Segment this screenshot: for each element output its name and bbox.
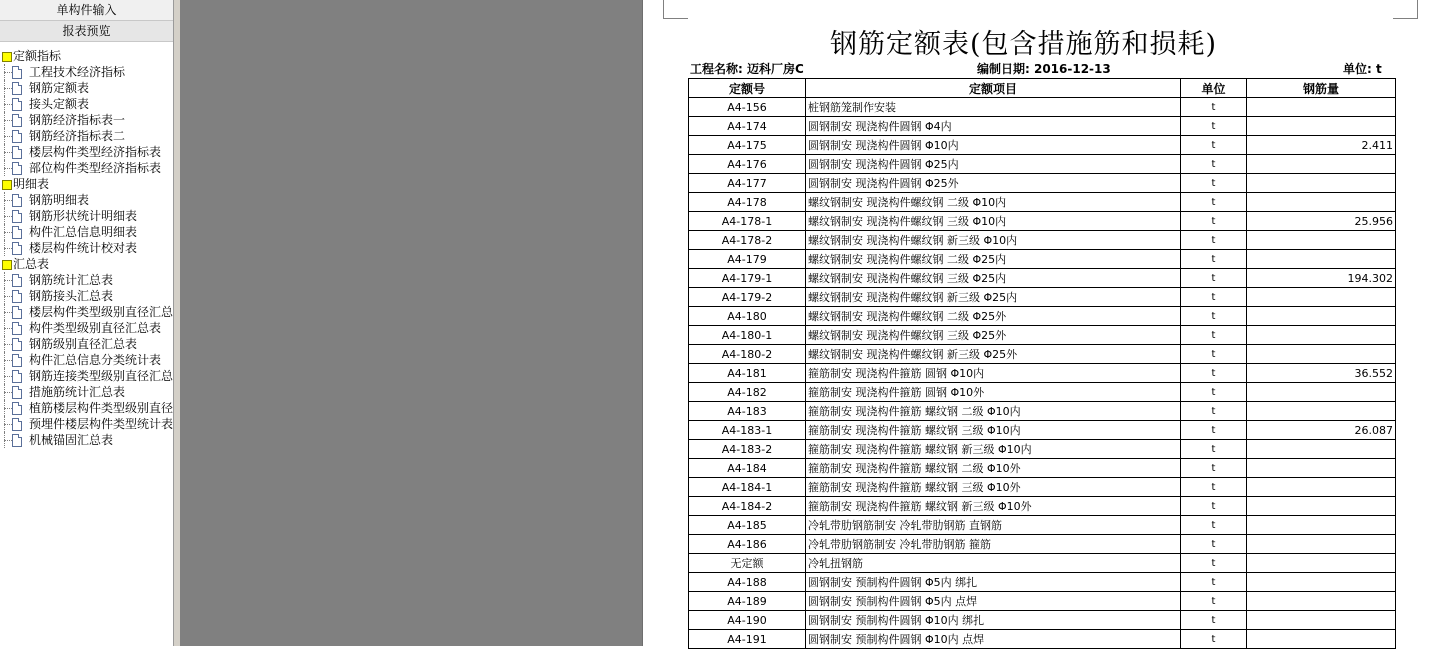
quota-item-cell: 圆钢制安 预制构件圆钢 Φ10内 点焊 [806, 630, 1181, 649]
tree-connector [4, 88, 12, 89]
unit-cell: t [1181, 421, 1247, 440]
table-row [689, 345, 1396, 364]
compile-date: 编制日期: 2016-12-13 [977, 62, 1111, 76]
rebar-amount-cell: 194.302 [1247, 269, 1396, 288]
quota-item-cell: 箍筋制安 现浇构件箍筋 螺纹钢 三级 Φ10外 [806, 478, 1181, 497]
quota-no-cell: A4-174 [689, 117, 806, 136]
tree-item[interactable] [0, 208, 173, 224]
rebar-amount-cell [1247, 611, 1396, 630]
quota-no-cell: A4-182 [689, 383, 806, 402]
quota-item-cell: 螺纹钢制安 现浇构件螺纹钢 三级 Φ25内 [806, 269, 1181, 288]
document-icon [12, 146, 22, 159]
document-icon [12, 290, 22, 303]
document-icon [12, 306, 22, 319]
tree-connector [4, 64, 5, 80]
tree-connector [4, 272, 5, 288]
table-row [689, 364, 1396, 383]
quota-no-cell: A4-186 [689, 535, 806, 554]
quota-no-cell: A4-184 [689, 459, 806, 478]
quota-item-cell: 圆钢制安 现浇构件圆钢 Φ4内 [806, 117, 1181, 136]
tree-folder[interactable] [0, 256, 173, 272]
quota-item-cell: 箍筋制安 现浇构件箍筋 圆钢 Φ10内 [806, 364, 1181, 383]
document-icon [12, 242, 22, 255]
table-row [689, 478, 1396, 497]
tree-item[interactable] [0, 432, 173, 448]
unit-cell: t [1181, 98, 1247, 117]
document-icon [12, 418, 22, 431]
document-icon [12, 354, 22, 367]
report-preview-button[interactable]: 报表预览 [0, 21, 173, 42]
quota-item-cell: 圆钢制安 现浇构件圆钢 Φ25内 [806, 155, 1181, 174]
unit-cell: t [1181, 630, 1247, 649]
tree-connector [4, 216, 12, 217]
tree-item-label: 汇总表 [13, 257, 50, 271]
rebar-amount-cell [1247, 117, 1396, 136]
quota-item-cell: 圆钢制安 预制构件圆钢 Φ5内 点焊 [806, 592, 1181, 611]
quota-no-cell: A4-190 [689, 611, 806, 630]
table-row [689, 174, 1396, 193]
tree-item-label: 钢筋定额表 [29, 81, 90, 95]
tree-item[interactable] [0, 304, 173, 320]
table-row [689, 231, 1396, 250]
document-icon [12, 210, 22, 223]
rebar-amount-cell [1247, 174, 1396, 193]
tree-item-label: 植筋楼层构件类型级别直径 [29, 401, 173, 415]
tree-connector [4, 416, 5, 432]
rebar-amount-cell [1247, 288, 1396, 307]
quota-item-cell: 螺纹钢制安 现浇构件螺纹钢 新三级 Φ25内 [806, 288, 1181, 307]
table-row [689, 269, 1396, 288]
tree-item[interactable] [0, 320, 173, 336]
tree-connector [4, 136, 12, 137]
report-title: 钢筋定额表(包含措施筋和损耗) [830, 29, 1218, 60]
table-row [689, 136, 1396, 155]
quota-no-cell: A4-184-2 [689, 497, 806, 516]
report-tree [0, 48, 173, 448]
tree-connector [4, 376, 12, 377]
tree-item[interactable] [0, 96, 173, 112]
tree-connector [4, 336, 5, 352]
quota-item-cell: 螺纹钢制安 现浇构件螺纹钢 三级 Φ10内 [806, 212, 1181, 231]
tree-item-label: 钢筋统计汇总表 [29, 273, 114, 287]
tree-item-label: 钢筋经济指标表二 [29, 129, 126, 143]
document-icon [12, 162, 22, 175]
table-row [689, 516, 1396, 535]
table-row [689, 307, 1396, 326]
tree-item-label: 构件类型级别直径汇总表 [29, 321, 162, 335]
unit-cell: t [1181, 554, 1247, 573]
tree-item-label: 钢筋连接类型级别直径汇总 [29, 369, 173, 383]
rebar-amount-cell [1247, 440, 1396, 459]
tree-connector [4, 152, 12, 153]
table-row [689, 117, 1396, 136]
unit-cell: t [1181, 535, 1247, 554]
document-icon [12, 274, 22, 287]
rebar-amount-cell [1247, 402, 1396, 421]
unit-cell: t [1181, 250, 1247, 269]
unit-cell: t [1181, 573, 1247, 592]
tree-item-label: 钢筋经济指标表一 [29, 113, 126, 127]
tree-item-label: 钢筋形状统计明细表 [29, 209, 138, 223]
rebar-amount-cell: 25.956 [1247, 212, 1396, 231]
tree-connector [4, 112, 5, 128]
table-row [689, 440, 1396, 459]
table-row [689, 459, 1396, 478]
table-row [689, 402, 1396, 421]
tree-connector [4, 80, 5, 96]
tree-connector [4, 304, 5, 320]
quota-item-cell: 螺纹钢制安 现浇构件螺纹钢 三级 Φ25外 [806, 326, 1181, 345]
quota-no-cell: A4-180-1 [689, 326, 806, 345]
unit-cell: t [1181, 364, 1247, 383]
tree-item[interactable] [0, 80, 173, 96]
unit-cell: t [1181, 136, 1247, 155]
table-row [689, 288, 1396, 307]
tree-connector [4, 344, 12, 345]
tree-item-label: 钢筋级别直径汇总表 [29, 337, 138, 351]
tree-item-label: 措施筋统计汇总表 [29, 385, 126, 399]
quota-no-cell: A4-156 [689, 98, 806, 117]
quota-item-cell: 螺纹钢制安 现浇构件螺纹钢 新三级 Φ10内 [806, 231, 1181, 250]
quota-item-cell: 箍筋制安 现浇构件箍筋 螺纹钢 二级 Φ10内 [806, 402, 1181, 421]
document-icon [12, 82, 22, 95]
tree-connector [4, 368, 5, 384]
quota-no-cell: A4-179-1 [689, 269, 806, 288]
quota-no-cell: A4-180-2 [689, 345, 806, 364]
quota-no-cell: A4-178-2 [689, 231, 806, 250]
quota-no-cell: A4-177 [689, 174, 806, 193]
quota-item-cell: 箍筋制安 现浇构件箍筋 螺纹钢 二级 Φ10外 [806, 459, 1181, 478]
tree-connector [4, 288, 5, 304]
tree-connector [4, 104, 12, 105]
quota-item-cell: 螺纹钢制安 现浇构件螺纹钢 新三级 Φ25外 [806, 345, 1181, 364]
tree-connector [4, 280, 12, 281]
tree-connector [4, 240, 5, 256]
rebar-amount-cell: 36.552 [1247, 364, 1396, 383]
unit-cell: t [1181, 383, 1247, 402]
rebar-amount-cell [1247, 516, 1396, 535]
quota-no-cell: A4-191 [689, 630, 806, 649]
table-row [689, 193, 1396, 212]
rebar-amount-cell [1247, 250, 1396, 269]
table-row [689, 592, 1396, 611]
table-header-row [689, 79, 1396, 98]
tree-item-label: 预埋件楼层构件类型统计表 [29, 417, 173, 431]
tree-item-label: 工程技术经济指标 [29, 65, 126, 79]
tree-connector [4, 296, 12, 297]
quota-no-cell: A4-180 [689, 307, 806, 326]
table-row [689, 212, 1396, 231]
unit-cell: t [1181, 288, 1247, 307]
tree-item[interactable] [0, 368, 173, 384]
unit-cell: t [1181, 440, 1247, 459]
document-icon [12, 402, 22, 415]
table-row [689, 383, 1396, 402]
tree-connector [4, 360, 12, 361]
tree-item-label: 构件汇总信息分类统计表 [29, 353, 162, 367]
tree-connector [4, 408, 12, 409]
tree-item[interactable] [0, 224, 173, 240]
unit-cell: t [1181, 269, 1247, 288]
tree-folder[interactable] [0, 176, 173, 192]
quota-item-cell: 冷轧扭钢筋 [806, 554, 1181, 573]
table-row [689, 421, 1396, 440]
quota-item-cell: 螺纹钢制安 现浇构件螺纹钢 二级 Φ10内 [806, 193, 1181, 212]
quota-item-cell: 圆钢制安 现浇构件圆钢 Φ10内 [806, 136, 1181, 155]
quota-no-cell: A4-178 [689, 193, 806, 212]
unit-cell: t [1181, 497, 1247, 516]
unit-cell: t [1181, 478, 1247, 497]
tree-folder[interactable] [0, 48, 173, 64]
tree-item-label: 楼层构件统计校对表 [29, 241, 138, 255]
quota-item-cell: 箍筋制安 现浇构件箍筋 圆钢 Φ10外 [806, 383, 1181, 402]
quota-item-cell: 圆钢制安 预制构件圆钢 Φ10内 绑扎 [806, 611, 1181, 630]
rebar-amount-cell [1247, 326, 1396, 345]
tree-connector [4, 328, 12, 329]
quota-no-cell: 无定额 [689, 554, 806, 573]
table-row [689, 155, 1396, 174]
table-row [689, 554, 1396, 573]
unit-cell: t [1181, 231, 1247, 250]
tree-connector [4, 400, 5, 416]
document-icon [12, 370, 22, 383]
unit-cell: t [1181, 174, 1247, 193]
header-rebar-amount: 钢筋量 [1247, 79, 1396, 98]
unit-cell: t [1181, 516, 1247, 535]
document-icon [12, 194, 22, 207]
quota-item-cell: 桩钢筋笼制作安装 [806, 98, 1181, 117]
quota-no-cell: A4-189 [689, 592, 806, 611]
tree-connector [4, 320, 5, 336]
quota-no-cell: A4-188 [689, 573, 806, 592]
tree-connector [4, 232, 12, 233]
tree-connector [4, 144, 5, 160]
document-icon [12, 338, 22, 351]
tree-item[interactable] [0, 336, 173, 352]
quota-no-cell: A4-179-2 [689, 288, 806, 307]
rebar-amount-cell [1247, 155, 1396, 174]
rebar-amount-cell [1247, 478, 1396, 497]
quota-no-cell: A4-183-2 [689, 440, 806, 459]
tree-connector [4, 128, 5, 144]
tree-connector [4, 224, 5, 240]
unit-cell: t [1181, 611, 1247, 630]
unit-cell: t [1181, 117, 1247, 136]
document-icon [12, 114, 22, 127]
tree-item[interactable] [0, 416, 173, 432]
rebar-amount-cell [1247, 535, 1396, 554]
page-corner-mark-right [1393, 0, 1418, 19]
rebar-amount-cell [1247, 592, 1396, 611]
rebar-amount-cell [1247, 231, 1396, 250]
table-row [689, 535, 1396, 554]
tree-item-label: 楼层构件类型级别直径汇总 [29, 305, 173, 319]
rebar-amount-cell [1247, 497, 1396, 516]
quota-no-cell: A4-181 [689, 364, 806, 383]
tree-item-label: 钢筋明细表 [29, 193, 90, 207]
tree-item-label: 部位构件类型经济指标表 [29, 161, 162, 175]
tree-connector [4, 432, 5, 448]
tree-item-label: 定额指标 [13, 49, 62, 63]
report-unit: 单位: t [1343, 62, 1382, 76]
quota-item-cell: 冷轧带肋钢筋制安 冷轧带肋钢筋 直钢筋 [806, 516, 1181, 535]
document-icon [12, 66, 22, 79]
rebar-amount-cell [1247, 554, 1396, 573]
quota-item-cell: 圆钢制安 现浇构件圆钢 Φ25外 [806, 174, 1181, 193]
single-component-input-button[interactable]: 单构件输入 [0, 0, 173, 21]
tree-connector [4, 192, 5, 208]
tree-item[interactable] [0, 128, 173, 144]
table-row [689, 573, 1396, 592]
unit-cell: t [1181, 345, 1247, 364]
tree-item[interactable] [0, 400, 173, 416]
tree-connector [4, 440, 12, 441]
tree-item[interactable] [0, 192, 173, 208]
header-quota-item: 定额项目 [806, 79, 1181, 98]
tree-connector [4, 208, 5, 224]
project-name: 工程名称: 迈科厂房C [690, 62, 804, 76]
quota-item-cell: 冷轧带肋钢筋制安 冷轧带肋钢筋 箍筋 [806, 535, 1181, 554]
tree-item-label: 楼层构件类型经济指标表 [29, 145, 162, 159]
tree-connector [4, 168, 12, 169]
quota-no-cell: A4-179 [689, 250, 806, 269]
quota-item-cell: 箍筋制安 现浇构件箍筋 螺纹钢 新三级 Φ10内 [806, 440, 1181, 459]
document-icon [12, 386, 22, 399]
folder-icon [2, 180, 12, 190]
table-row [689, 326, 1396, 345]
quota-item-cell: 箍筋制安 现浇构件箍筋 螺纹钢 新三级 Φ10外 [806, 497, 1181, 516]
rebar-amount-cell [1247, 98, 1396, 117]
unit-cell: t [1181, 326, 1247, 345]
tree-item[interactable] [0, 384, 173, 400]
rebar-amount-cell [1247, 573, 1396, 592]
quota-no-cell: A4-175 [689, 136, 806, 155]
quota-no-cell: A4-183-1 [689, 421, 806, 440]
table-row [689, 98, 1396, 117]
tree-item-label: 接头定额表 [29, 97, 90, 111]
unit-cell: t [1181, 212, 1247, 231]
quota-item-cell: 螺纹钢制安 现浇构件螺纹钢 二级 Φ25内 [806, 250, 1181, 269]
document-icon [12, 434, 22, 447]
unit-cell: t [1181, 402, 1247, 421]
rebar-amount-cell [1247, 345, 1396, 364]
tree-connector [4, 200, 12, 201]
tree-connector [4, 120, 12, 121]
unit-cell: t [1181, 592, 1247, 611]
tree-connector [4, 72, 12, 73]
document-icon [12, 130, 22, 143]
tree-connector [4, 160, 5, 176]
tree-connector [4, 384, 5, 400]
tree-item[interactable] [0, 64, 173, 80]
unit-cell: t [1181, 193, 1247, 212]
folder-icon [2, 52, 12, 62]
tree-connector [4, 312, 12, 313]
document-icon [12, 98, 22, 111]
left-panel [0, 0, 174, 646]
tree-connector [4, 248, 12, 249]
table-row [689, 497, 1396, 516]
tree-connector [4, 96, 5, 112]
quota-item-cell: 箍筋制安 现浇构件箍筋 螺纹钢 三级 Φ10内 [806, 421, 1181, 440]
tree-item-label: 明细表 [13, 177, 50, 191]
rebar-amount-cell [1247, 193, 1396, 212]
unit-cell: t [1181, 459, 1247, 478]
table-row [689, 250, 1396, 269]
rebar-amount-cell [1247, 383, 1396, 402]
quota-table [688, 78, 1396, 649]
unit-cell: t [1181, 307, 1247, 326]
preview-background [180, 0, 642, 646]
tree-connector [4, 352, 5, 368]
unit-cell: t [1181, 155, 1247, 174]
tree-connector [4, 424, 12, 425]
tree-item[interactable] [0, 288, 173, 304]
document-icon [12, 226, 22, 239]
quota-no-cell: A4-176 [689, 155, 806, 174]
rebar-amount-cell: 26.087 [1247, 421, 1396, 440]
quota-no-cell: A4-184-1 [689, 478, 806, 497]
tree-item[interactable] [0, 352, 173, 368]
tree-item[interactable] [0, 144, 173, 160]
quota-no-cell: A4-178-1 [689, 212, 806, 231]
quota-no-cell: A4-185 [689, 516, 806, 535]
tree-item-label: 机械锚固汇总表 [29, 433, 114, 447]
folder-icon [2, 260, 12, 270]
header-unit: 单位 [1181, 79, 1247, 98]
tree-item[interactable] [0, 112, 173, 128]
rebar-amount-cell [1247, 459, 1396, 478]
header-quota-no: 定额号 [689, 79, 806, 98]
page-corner-mark-left [663, 0, 688, 19]
rebar-amount-cell [1247, 307, 1396, 326]
document-icon [12, 322, 22, 335]
quota-item-cell: 螺纹钢制安 现浇构件螺纹钢 二级 Φ25外 [806, 307, 1181, 326]
rebar-amount-cell: 2.411 [1247, 136, 1396, 155]
tree-item[interactable] [0, 160, 173, 176]
table-row [689, 611, 1396, 630]
tree-connector [4, 392, 12, 393]
quota-no-cell: A4-183 [689, 402, 806, 421]
tree-item[interactable] [0, 272, 173, 288]
tree-item-label: 构件汇总信息明细表 [29, 225, 138, 239]
tree-item-label: 钢筋接头汇总表 [29, 289, 114, 303]
quota-item-cell: 圆钢制安 预制构件圆钢 Φ5内 绑扎 [806, 573, 1181, 592]
tree-item[interactable] [0, 240, 173, 256]
